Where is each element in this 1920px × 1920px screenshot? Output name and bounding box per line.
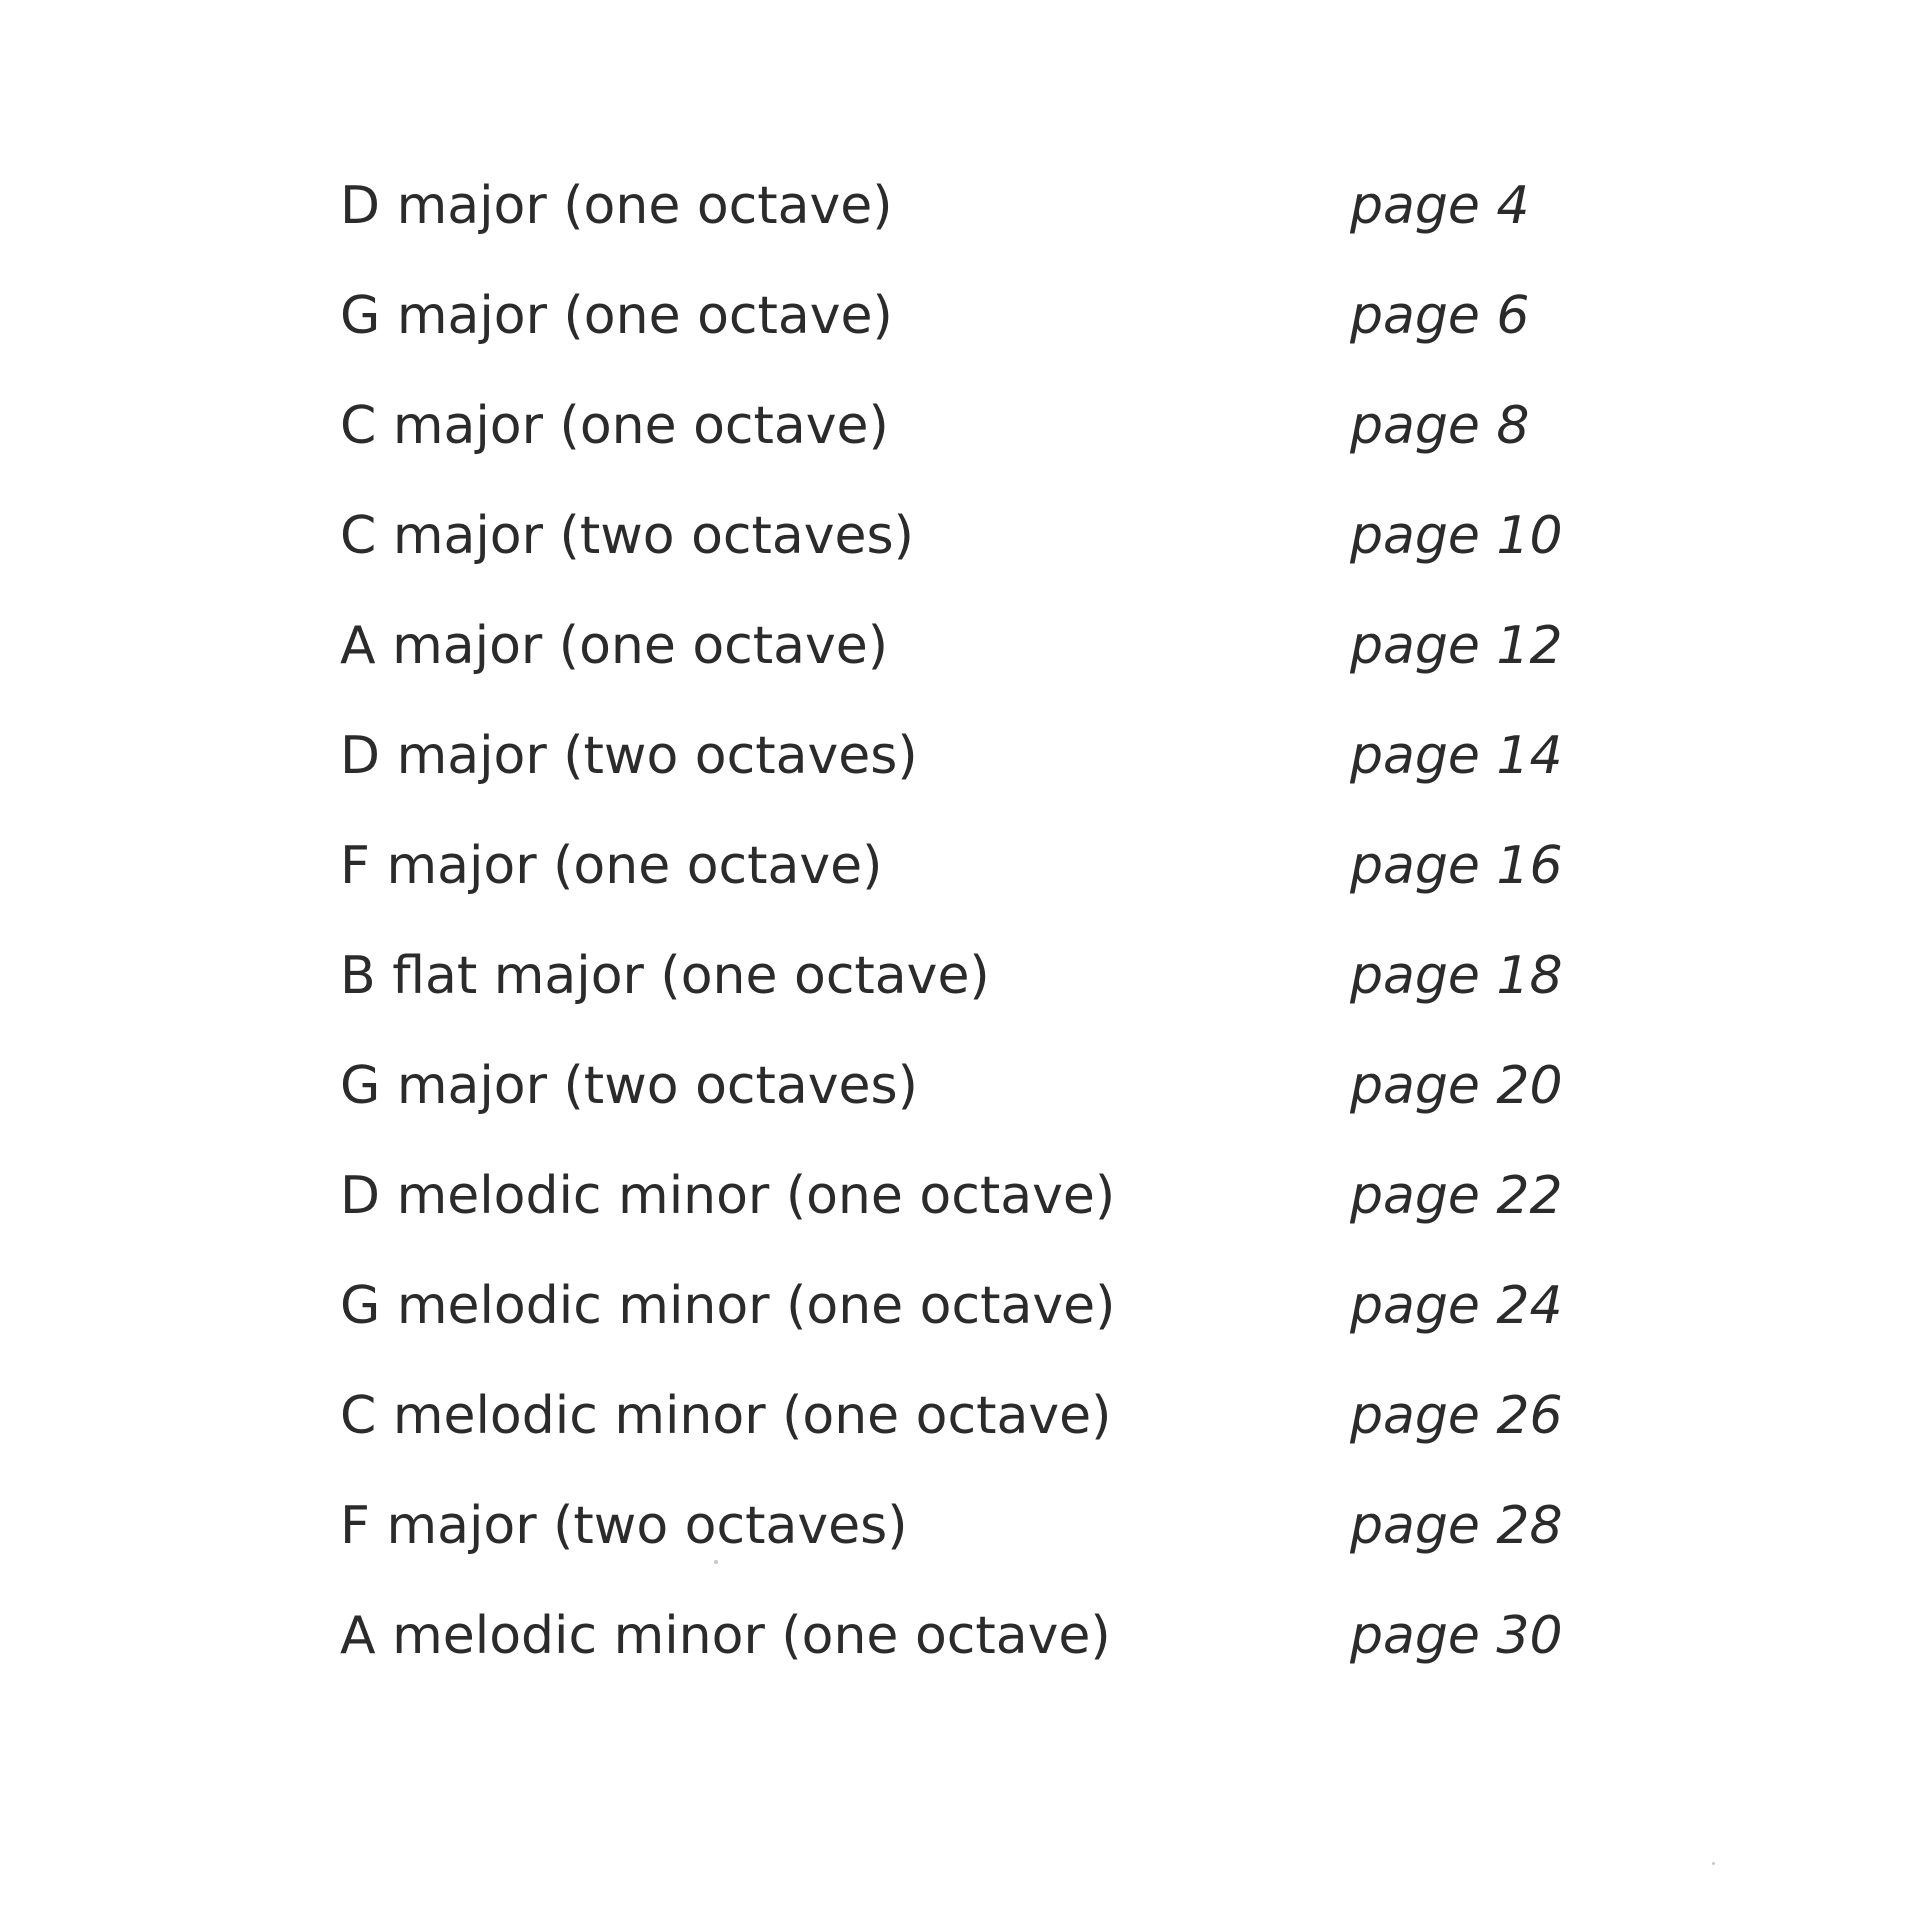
entry-title: G major (one octave) bbox=[340, 286, 893, 346]
entry-page: page 14 bbox=[1350, 726, 1563, 786]
entry-page: page 26 bbox=[1350, 1386, 1563, 1446]
contents-entry bbox=[340, 382, 1640, 492]
entry-title: G major (two octaves) bbox=[340, 1056, 918, 1116]
entry-page: page 10 bbox=[1350, 506, 1563, 566]
scan-speck bbox=[714, 1560, 718, 1564]
entry-title: C major (two octaves) bbox=[340, 506, 914, 566]
contents-entry bbox=[340, 1372, 1640, 1482]
entry-title: F major (one octave) bbox=[340, 836, 883, 896]
contents-entry bbox=[340, 1262, 1640, 1372]
contents-entry bbox=[340, 932, 1640, 1042]
entry-title: D major (one octave) bbox=[340, 176, 893, 236]
entry-title: B flat major (one octave) bbox=[340, 946, 990, 1006]
contents-entry bbox=[340, 492, 1640, 602]
contents-entry bbox=[340, 1042, 1640, 1152]
entry-title: A major (one octave) bbox=[340, 616, 889, 676]
entry-title: G melodic minor (one octave) bbox=[340, 1276, 1116, 1336]
entry-page: page 24 bbox=[1350, 1276, 1563, 1336]
contents-entry bbox=[340, 1152, 1640, 1262]
contents-entry bbox=[340, 1482, 1640, 1592]
entry-page: page 18 bbox=[1350, 946, 1563, 1006]
contents-entry bbox=[340, 162, 1640, 272]
entry-title: C major (one octave) bbox=[340, 396, 889, 456]
entry-page: page 16 bbox=[1350, 836, 1563, 896]
entry-page: page 4 bbox=[1350, 176, 1530, 236]
contents-entry bbox=[340, 822, 1640, 932]
entry-page: page 22 bbox=[1350, 1166, 1563, 1226]
contents-entry bbox=[340, 602, 1640, 712]
entry-page: page 8 bbox=[1350, 396, 1530, 456]
table-of-contents bbox=[340, 162, 1640, 1702]
entry-page: page 6 bbox=[1350, 286, 1530, 346]
entry-page: page 28 bbox=[1350, 1496, 1563, 1556]
entry-page: page 12 bbox=[1350, 616, 1563, 676]
entry-title: D melodic minor (one octave) bbox=[340, 1166, 1116, 1226]
entry-page: page 20 bbox=[1350, 1056, 1563, 1116]
entry-title: D major (two octaves) bbox=[340, 726, 918, 786]
entry-title: F major (two octaves) bbox=[340, 1496, 908, 1556]
contents-entry bbox=[340, 272, 1640, 382]
entry-title: C melodic minor (one octave) bbox=[340, 1386, 1112, 1446]
scan-speck bbox=[1712, 1862, 1715, 1865]
contents-entry bbox=[340, 712, 1640, 822]
contents-entry bbox=[340, 1592, 1640, 1702]
entry-title: A melodic minor (one octave) bbox=[340, 1606, 1111, 1666]
entry-page: page 30 bbox=[1350, 1606, 1563, 1666]
